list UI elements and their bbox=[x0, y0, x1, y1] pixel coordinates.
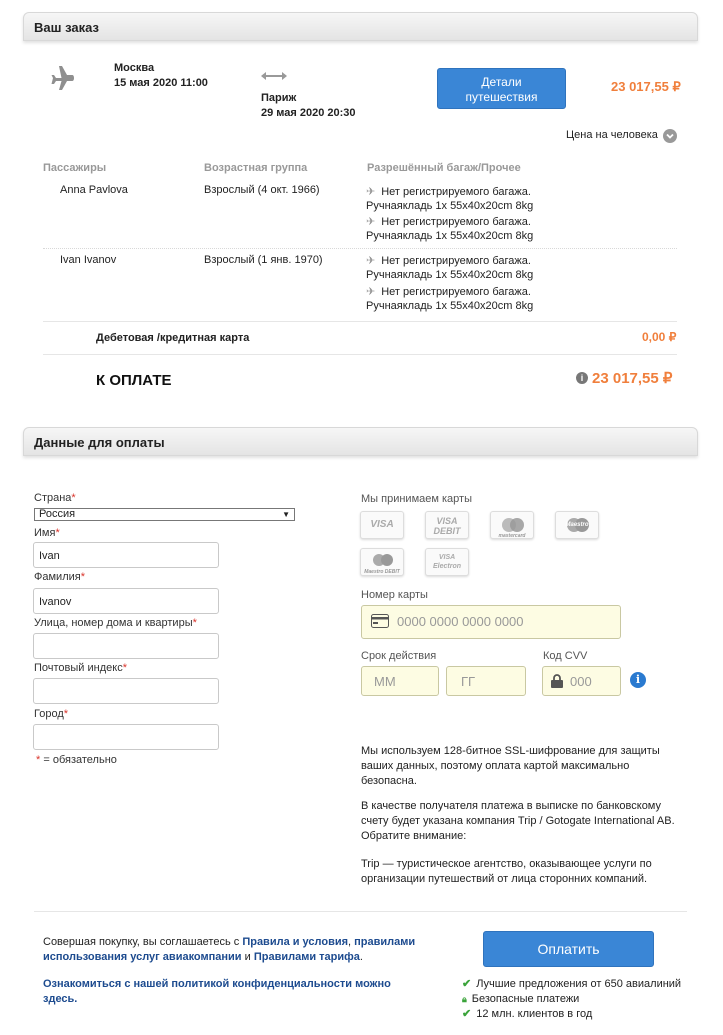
column-baggage: Разрешённый багаж/Прочее bbox=[367, 162, 521, 174]
agency-text: Trip — туристическое агентство, оказывающее услуги по организации путешествий от лица сторонних компаний. bbox=[361, 858, 652, 885]
chevron-down-icon: ▼ bbox=[282, 510, 290, 519]
cvv-placeholder: 000 bbox=[570, 674, 592, 689]
ssl-security-text: Мы используем 128-битное SSL-шифрование для защиты ваших данных, поэтому оплата картой максимально безопасна. bbox=[361, 745, 660, 787]
baggage-row: Ручнаякладь 1x 55x40x20cm 8kg bbox=[366, 269, 534, 281]
divider bbox=[43, 321, 677, 322]
card-number-placeholder: 0000 0000 0000 0000 bbox=[397, 614, 524, 629]
total-value: 23 017,55 ₽ bbox=[592, 370, 673, 387]
chevron-down-icon[interactable] bbox=[663, 129, 677, 143]
cvv-info-icon[interactable]: i bbox=[630, 672, 646, 688]
name-label: Имя* bbox=[34, 527, 60, 539]
city-input[interactable] bbox=[33, 724, 219, 750]
baggage-row: ✈ Нет регистрируемого багажа. bbox=[366, 186, 531, 198]
expiry-month-input[interactable]: ММ bbox=[361, 666, 439, 696]
outbound-plane-icon: ✈ bbox=[366, 255, 376, 267]
terms-agreement: Совершая покупку, вы соглашаетесь с Правила и условия, правилами использования услуг авиакомпании и Правилами тарифа. bbox=[43, 936, 416, 963]
card-fee-value: 0,00 ₽ bbox=[642, 330, 677, 344]
mastercard-label: mastercard bbox=[498, 533, 526, 539]
visa-electron-card-icon: VISA Electron bbox=[425, 548, 469, 576]
order-panel-title: Ваш заказ bbox=[23, 12, 698, 41]
airline-rules-link[interactable]: правилами использования услуг авиакомпании bbox=[43, 936, 416, 963]
departure-city: Москва bbox=[114, 62, 155, 74]
pay-button[interactable]: Оплатить bbox=[483, 931, 654, 967]
country-select[interactable] bbox=[34, 508, 295, 521]
column-passengers: Пассажиры bbox=[43, 162, 107, 174]
maestro-label: Maestro bbox=[565, 522, 589, 528]
cvv-label: Код CVV bbox=[543, 650, 588, 662]
baggage-row: ✈ Нет регистрируемого багажа. bbox=[366, 216, 531, 228]
return-plane-icon: ✈ bbox=[366, 286, 376, 298]
order-panel bbox=[23, 12, 698, 41]
cvv-input[interactable] bbox=[542, 666, 621, 696]
trip-details-button[interactable]: Детали путешествия bbox=[437, 68, 566, 109]
recipient-text: В качестве получателя платежа в выписке по банковскому счету будет указана компания Trip / Gotogate International AB. Обратите внимание: bbox=[361, 800, 675, 842]
return-plane-icon: ✈ bbox=[366, 216, 376, 228]
mastercard-icon bbox=[490, 511, 534, 539]
baggage-row: Ручнаякладь 1x 55x40x20cm 8kg bbox=[366, 230, 534, 242]
credit-card-icon bbox=[371, 614, 389, 628]
street-label: Улица, номер дома и квартиры* bbox=[34, 617, 197, 629]
zip-input[interactable] bbox=[33, 678, 219, 704]
arrival-city: Париж bbox=[261, 92, 297, 104]
first-name-input[interactable]: Ivan bbox=[33, 542, 219, 568]
street-input[interactable] bbox=[33, 633, 219, 659]
country-label: Страна* bbox=[34, 492, 76, 504]
payment-panel bbox=[23, 427, 698, 456]
card-number-input[interactable] bbox=[361, 605, 621, 639]
baggage-row: Ручнаякладь 1x 55x40x20cm 8kg bbox=[366, 200, 534, 212]
expiry-label: Срок действия bbox=[361, 650, 437, 662]
surname-label: Фамилия* bbox=[34, 571, 85, 583]
divider bbox=[43, 354, 677, 355]
lock-icon bbox=[551, 674, 563, 688]
lock-icon: 🔒︎ bbox=[462, 994, 467, 1004]
card-number-label: Номер карты bbox=[361, 589, 428, 601]
card-fee-label: Дебетовая /кредитная карта bbox=[96, 332, 250, 344]
visa-card-icon: VISA bbox=[360, 511, 404, 539]
maestro-debit-label: Maestro DEBIT bbox=[364, 569, 400, 575]
zip-label: Почтовый индекс* bbox=[34, 662, 127, 674]
divider bbox=[34, 911, 687, 912]
benefits-list bbox=[462, 977, 681, 1022]
baggage-row: ✈ Нет регистрируемого багажа. bbox=[366, 255, 531, 267]
check-icon: ✔ bbox=[462, 1008, 472, 1020]
benefit-item: ✔ Лучшие предложения от 650 авиалиний bbox=[462, 978, 682, 990]
fare-rules-link[interactable]: Правилами тарифа bbox=[253, 951, 360, 963]
expiry-year-input[interactable]: ГГ bbox=[446, 666, 526, 696]
round-trip-arrows-icon bbox=[261, 71, 287, 84]
privacy-policy-link[interactable]: Ознакомиться с нашей политикой конфиденциальности можно здесь. bbox=[43, 978, 391, 1005]
baggage-row: ✈ Нет регистрируемого багажа. bbox=[366, 286, 531, 298]
baggage-row: Ручнаякладь 1x 55x40x20cm 8kg bbox=[366, 300, 534, 312]
passenger-name: Anna Pavlova bbox=[60, 184, 128, 196]
benefit-item: ✔ 12 млн. клиентов в год bbox=[462, 1008, 593, 1020]
column-age-group: Возрастная группа bbox=[204, 162, 308, 174]
terms-link[interactable]: Правила и условия bbox=[242, 936, 349, 948]
row-divider bbox=[43, 248, 677, 249]
price-per-person-label: Цена на человека bbox=[566, 129, 658, 141]
visa-debit-card-icon: VISA DEBIT bbox=[425, 511, 469, 539]
passenger-age-group: Взрослый (4 окт. 1966) bbox=[204, 184, 320, 196]
accepted-cards-label: Мы принимаем карты bbox=[361, 493, 472, 505]
city-label: Город* bbox=[34, 708, 69, 720]
passenger-name: Ivan Ivanov bbox=[60, 254, 117, 266]
maestro-debit-card-icon bbox=[360, 548, 404, 576]
passenger-age-group: Взрослый (1 янв. 1970) bbox=[204, 254, 323, 266]
airplane-icon bbox=[48, 66, 74, 93]
maestro-card-icon bbox=[555, 511, 599, 539]
price-per-person-toggle[interactable] bbox=[566, 129, 658, 141]
order-price: 23 017,55 ₽ bbox=[611, 79, 681, 94]
required-note: * = обязательно bbox=[36, 754, 117, 766]
info-icon[interactable]: i bbox=[576, 372, 588, 384]
check-icon: ✔ bbox=[462, 978, 472, 990]
country-select-value: Россия bbox=[39, 508, 76, 520]
arrival-datetime: 29 мая 2020 20:30 bbox=[261, 107, 356, 119]
total-label: К ОПЛАТЕ bbox=[96, 372, 172, 389]
payment-panel-title: Данные для оплаты bbox=[23, 427, 698, 456]
departure-datetime: 15 мая 2020 11:00 bbox=[114, 77, 208, 89]
benefit-item: 🔒︎ Безопасные платежи bbox=[462, 993, 580, 1005]
last-name-input[interactable]: Ivanov bbox=[33, 588, 219, 614]
outbound-plane-icon: ✈ bbox=[366, 186, 376, 198]
